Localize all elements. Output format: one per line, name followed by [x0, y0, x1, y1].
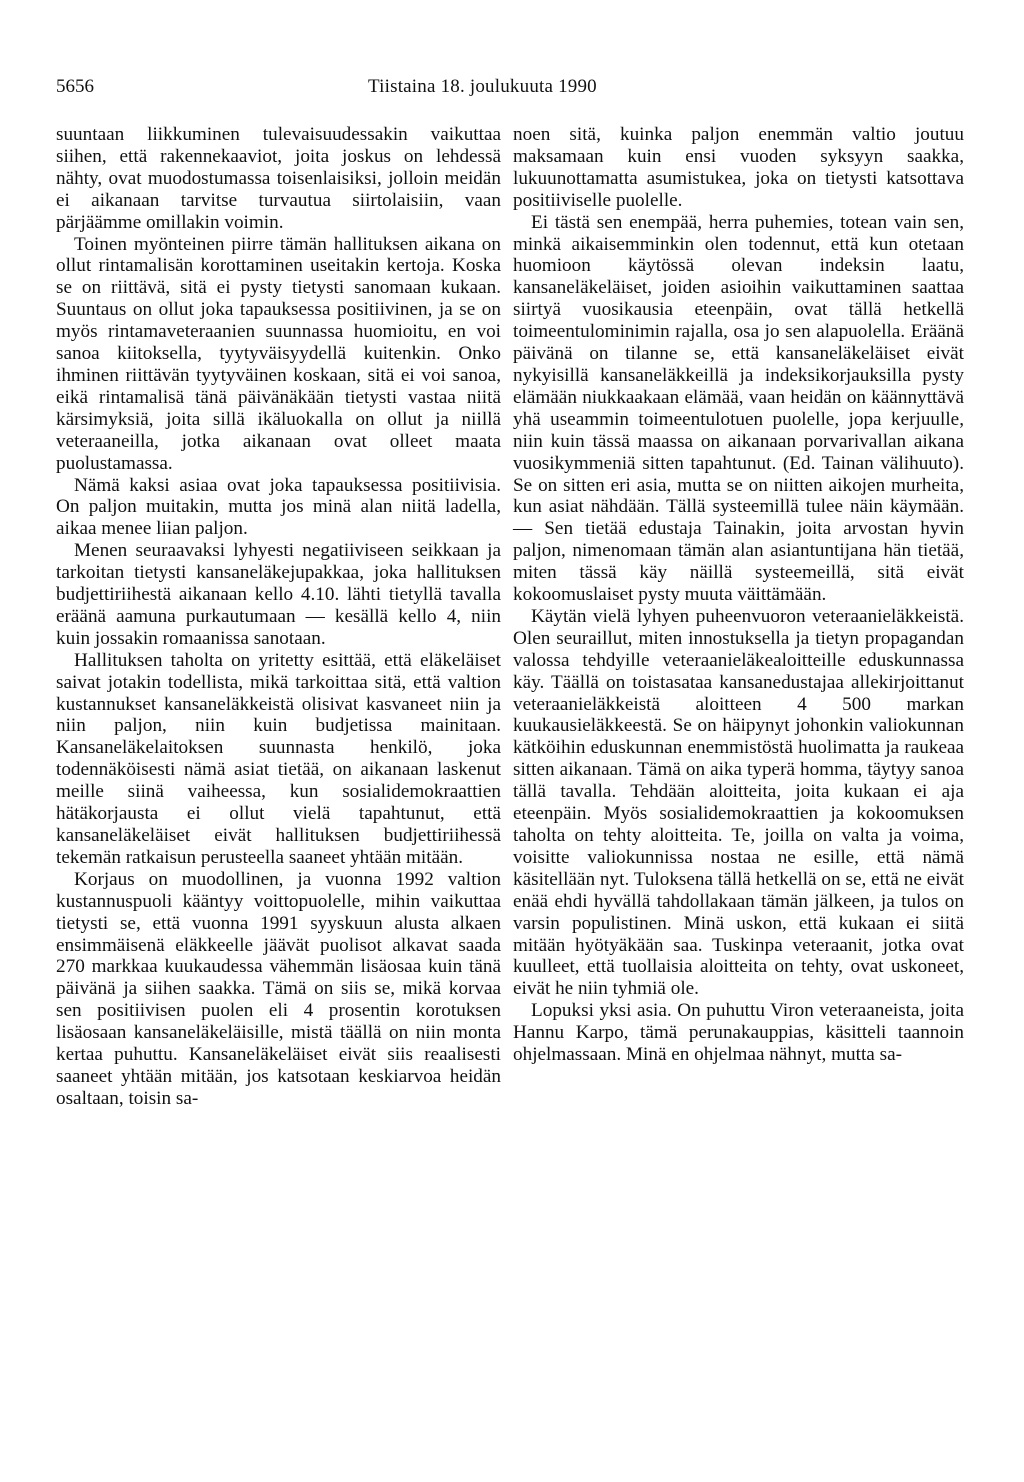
paragraph: Toinen myönteinen piirre tämän hallituksen aikana on ollut rintamalisän korottaminen useitakin kertoja. Koska se on riittävä, sitä ei pysty tietysti sanomaan kukaan. Suuntaus on ollut joka tapauksessa positiivinen, ja se on myös rintamaveteraanien suunnassa huomioitu, en voi sanoa kiitoksella, tyytyväisyydellä kuitenkin. Onko ihminen riittävän tyytyväinen koskaan, sitä ei voi sanoa, eikä rintamalisä tänä päivänäkään tietysti vastaa niitä kärsimyksiä, joita sillä ikäluokalla on ollut ja niillä veteraaneilla, jotka aikanaan ovat olleet maata puolustamassa. [56, 233, 501, 474]
page-header [56, 76, 968, 102]
paragraph: Ei tästä sen enempää, herra puhemies, totean vain sen, minkä aikaisemminkin olen todennut, että kun otetaan huomioon käytössä olevan indeksin laatu, kansaneläkeläiset, joiden asioihin vaikuttaminen saattaa siirtyä vuosikausia eteenpäin, ovat tällä hetkellä toimeentulominimin rajalla, osa jo sen alapuolella. Eräänä päivänä on tilanne se, että kansaneläkeläiset eivät nykyisillä kansaneläkkeillä ja indeksikorjauksilla pysty elämään niukkaakaan elämää, vaan heidän on käännyttävä yhä useammin toimeentulotuen puolelle, jopa kerjuulle, niin kuin tässä maassa on aikanaan porvarivallan aikana vuosikymmeniä sitten tapahtunut. (Ed. Tainan välihuuto). Se on sitten eri asia, mutta se on niitten aikojen murheita, kun asiat nähdään. Tällä systeemillä tulee näin käymään. — Sen tietää edustaja Tainakin, joita arvostan hyvin paljon, nimenomaan tämän alan asiantuntijana hän tietää, miten tässä käy näillä systeemeillä, sitä eivät kokoomuslaiset pysty muuta väittämään. [513, 211, 964, 606]
paragraph: Menen seuraavaksi lyhyesti negatiiviseen seikkaan ja tarkoitan tietysti kansaneläkejupakkaa, joka hallituksen budjettiriihestä aikanaan kello 4.10. lähti tietyllä tavalla eräänä aamuna purkautumaan — kesällä kello 4, niin kuin jossakin romaanissa sanotaan. [56, 540, 501, 649]
paragraph: Hallituksen taholta on yritetty esittää, että eläkeläiset saivat jotakin todellista, mikä tarkoittaa sitä, että valtion kustannukset kansaneläkkeistä olisivat kasvaneet niin ja niin paljon, niin kuin budjetissa mainitaan. Kansaneläkelaitoksen suunnasta henkilö, joka todennäköisesti nämä asiat tietää, on aikanaan laskenut meille siinä vaiheessa, kun sosialidemokraattien hätäkorjausta ei ollut vielä tapahtunut, että kansaneläkeläiset eivät hallituksen budjettiriihessä tekemän ratkaisun perusteella saaneet yhtään mitään. [56, 649, 501, 868]
paragraph: Lopuksi yksi asia. On puhuttu Viron veteraaneista, joita Hannu Karpo, tämä perunakauppias, käsitteli taannoin ohjelmassaan. Minä en ohjelmaa nähnyt, mutta sa- [513, 1000, 964, 1066]
paragraph: Käytän vielä lyhyen puheenvuoron veteraanieläkkeistä. Olen seuraillut, miten innostuksella ja tietyn propagandan valossa tehdyille veteraanieläkealoitteille eduskunnassa käy. Täällä on toistasataa kansanedustajaa allekirjoittanut veteraanieläkkeistä aloitteen 4 500 markan kuukausieläkkeestä. Se on häipynyt johonkin valiokunnan kätköihin eduskunnan enemmistöstä huolimatta ja raukeaa sitten aikanaan. Tämä on aika typerä homma, täytyy sanoa tällä tavalla. Tehdään aloitteita, joita kukaan ei aja eteenpäin. Myös sosialidemokraattien ja kokoomuksen taholta on tehty aloitteita. Te, joilla on valta ja voima, voisitte valiokunnissa nostaa ne esille, että nämä käsitellään nyt. Tuloksena tällä hetkellä on se, että ne eivät enää ehdi hyvällä tahdollakaan tämän jälkeen, ja tulos on varsin populistinen. Minä uskon, että kukaan ei siitä mitään hyötyäkään saa. Tuskinpa veteraanit, jotka ovat kuulleet, että tuollaisia aloitteita on tehty, ovat uskoneet, eivät he niin tyhmiä ole. [513, 605, 964, 1000]
right-column [513, 124, 964, 1066]
left-column [56, 124, 501, 1110]
page-number: 5656 [56, 76, 94, 97]
paragraph: noen sitä, kuinka paljon enemmän valtio joutuu maksamaan kuin ensi vuoden syksyyn saakka, lukuunottamatta asumistukea, joka on tietysti katsottava positiiviselle puolelle. [513, 124, 964, 211]
paragraph: Korjaus on muodollinen, ja vuonna 1992 valtion kustannuspuoli kääntyy voittopuolelle, mihin vaikuttaa tietysti se, että vuonna 1991 syyskuun alusta alkaen ensimmäisenä eläkkeelle jäävät puolisot alkavat saada 270 markkaa kuukaudessa vähemmän lisäosaa kuin tänä päivänä ja siihen saakka. Tämä on siis se, mikä korvaa sen positiivisen puolen eli 4 prosentin korotuksen lisäosaan kansaneläkeläisille, mistä täällä on niin monta kertaa puhuttu. Kansaneläkeläiset eivät siis reaalisesti saaneet yhtään mitään, jos katsotaan keskiarvoa heidän osaltaan, toisin sa- [56, 868, 501, 1109]
paragraph: suuntaan liikkuminen tulevaisuudessakin vaikuttaa siihen, että rakennekaaviot, joita joskus on lehdessä nähty, ovat muodostumassa toisenlaisiksi, jolloin meidän ei aikanaan tarvitse turvautua siirtolaisiin, vaan pärjäämme omillakin voimin. [56, 124, 501, 233]
running-head-date: Tiistaina 18. joulukuuta 1990 [368, 76, 597, 97]
paragraph: Nämä kaksi asiaa ovat joka tapauksessa positiivisia. On paljon muitakin, mutta jos minä alan niitä ladella, aikaa menee liian paljon. [56, 474, 501, 540]
